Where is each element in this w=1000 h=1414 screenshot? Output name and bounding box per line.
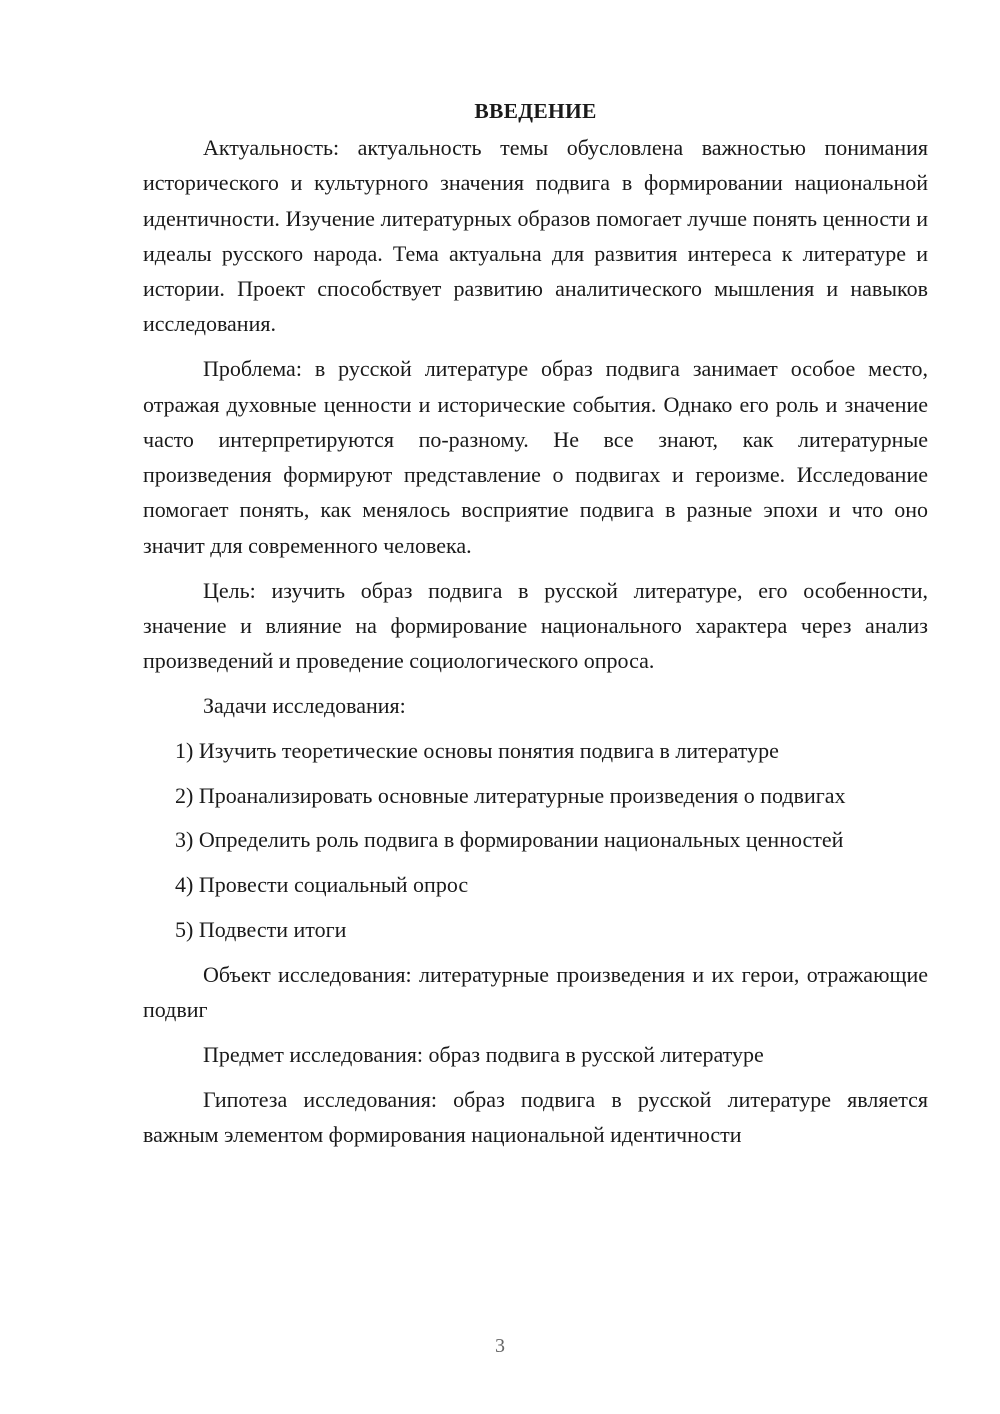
- goal-paragraph: Цель: изучить образ подвига в русской литературе, его особенности, значение и влияние на формирование национального характера через анализ произведений и проведение социологического опроса.: [143, 577, 928, 674]
- research-object-paragraph: Объект исследования: литературные произведения и их герои, отражающие подвиг: [143, 961, 928, 1023]
- hypothesis-paragraph: Гипотеза исследования: образ подвига в русской литературе является важным элементом формирования национальной идентичности: [143, 1086, 928, 1147]
- page-content: [143, 96, 928, 1152]
- task-item-4: 4) Провести социальный опрос: [175, 872, 469, 898]
- problem-paragraph: Проблема: в русской литературе образ подвига занимает особое место, отражая духовные ценности и исторические события. Однако его роль и значение часто интерпретируются по-разному. Не все знают, как литературные произведения формируют представление о подвигах и героизме. Исследование помогает понять, как менялось восприятие подвига в разные эпохи и что оно значит для современного человека.: [143, 356, 928, 558]
- task-item-2: 2) Проанализировать основные литературные произведения о подвигах: [175, 782, 846, 808]
- task-item-1: 1) Изучить теоретические основы понятия подвига в литературе: [175, 737, 779, 763]
- research-subject-paragraph: Предмет исследования: образ подвига в русской литературе: [203, 1041, 764, 1067]
- tasks-heading: Задачи исследования:: [203, 692, 406, 718]
- page-number: 3: [495, 1335, 505, 1357]
- relevance-paragraph: Актуальность: актуальность темы обусловлена важностью понимания исторического и культурного значения подвига в формировании национальной идентичности. Изучение литературных образов помогает лучше понять ценности и идеалы русского народа. Тема актуальна для развития интереса к литературе и истории. Проект способствует развитию аналитического мышления и навыков исследования.: [143, 135, 928, 337]
- section-title: ВВЕДЕНИЕ: [474, 99, 597, 123]
- task-item-3: 3) Определить роль подвига в формировании национальных ценностей: [175, 827, 844, 853]
- task-item-5: 5) Подвести итоги: [175, 916, 347, 942]
